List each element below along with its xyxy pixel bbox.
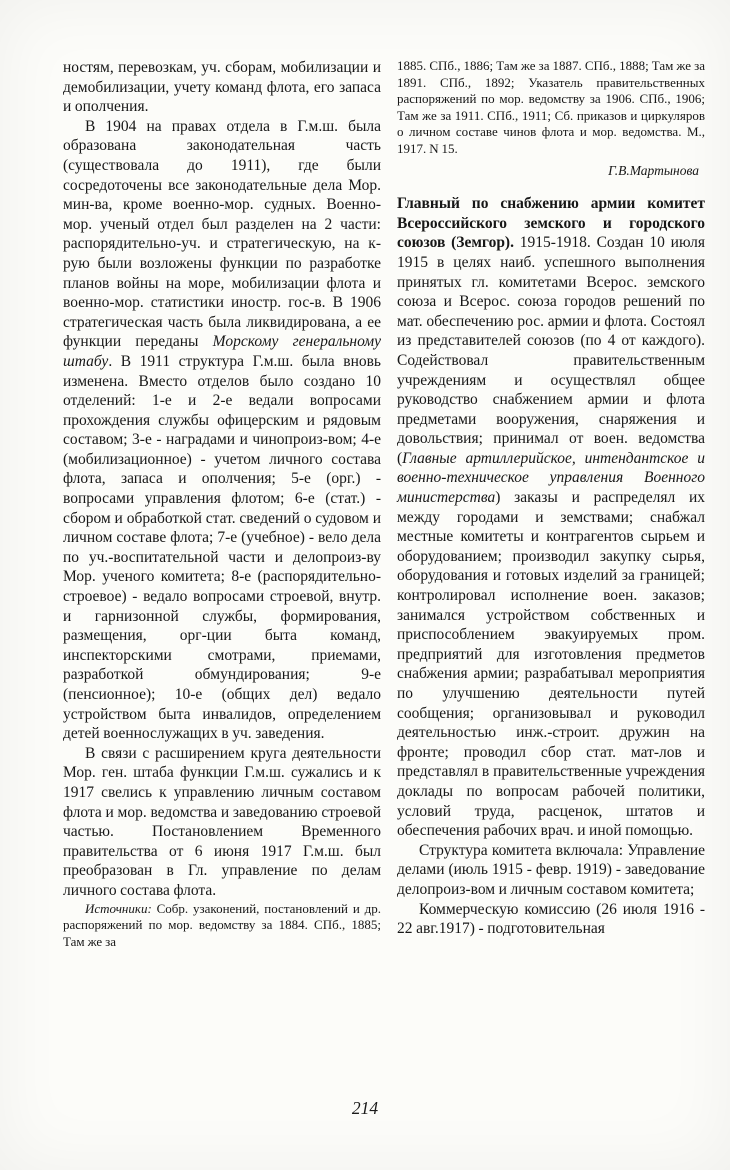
- text-column-left: [63, 58, 381, 950]
- paragraph: [63, 901, 381, 951]
- text-segment: Главный по снабжению армии комитет Всероссийского земского и городского союзов (Земгор).: [397, 195, 705, 252]
- text-segment: 1915-1918. Создан 10 июля 1915 в целях наиб. успешного выполнения принятых гл. комитетами Всерос. земского союза и Всерос. союза городов решений по мат. обеспечению рос. армии и флота. Состоял из представителей союзов (по 4 от каждого). Содействовал правительственным учреждениям и осуществлял общее руководство снабжением армии и флота предметами вооружения, снаряжения и довольствия; принимал от воен. ведомства (: [397, 234, 706, 467]
- text-segment: Структура комитета включала: Управление делами (июль 1915 - февр. 1919) - заведование делопроиз-вом и личным составом комитета;: [397, 841, 705, 898]
- text-segment: Собр. узаконений, постановлений и др. распоряжений по мор. ведомству за 1884. СПб., 1885; Там же за: [63, 900, 381, 949]
- paragraph: [63, 117, 381, 744]
- text-column-right: [397, 58, 705, 950]
- text-segment: В связи с расширением круга деятельности Мор. ген. штаба функции Г.м.ш. сужались и к 1917 свелись к управлению личным составом флота и мор. ведомства и заведованию строевой частью. Постановлением Временного правительства от 6 июня 1917 Г.м.ш. был преобразован в Гл. управление по делам личного состава флота.: [63, 744, 381, 899]
- paragraph: [397, 194, 705, 841]
- text-segment: Г.В.Мартынова: [608, 162, 699, 178]
- text-segment: 1885. СПб., 1886; Там же за 1887. СПб., 1888; Там же за 1891. СПб., 1892; Указатель правительственных распоряжений по мор. ведомству за 1906. СПб., 1906; Там же за 1911. СПб., 1911; Сб. приказов и циркуляров о личном составе чинов флота и мор. ведомства. М., 1917. N 15.: [397, 58, 705, 156]
- text-segment: ностям, перевозкам, уч. сборам, мобилизации и демобилизации, учету команд флота, его запаса и ополчения.: [63, 59, 381, 116]
- page-content: [63, 58, 705, 950]
- text-segment: ) заказы и распределял их между городами и земствами; снабжал местные комитеты и контрагентов сырьем и оборудованием; производил закупку сырья, оборудования и готовых изделий за границей; контролировал исполнение воен. заказов; занимался устройством собственных и приспособлением эвакуируемых пром. предприятий для изготовления предметов снабжения армии; разрабатывал мероприятия по улучшению деятельности путей сообщения; организовывал и руководил деятельностью инж.-строит. дружин на фронте; проводил сбор стат. мат-лов и представлял в правительственные учреждения доклады по вопросам рабочей политики, условий труда, расценок, штатов и обеспечения рабочих врач. и иной помощью.: [397, 489, 705, 840]
- text-segment: Коммерческую комиссию (26 июля 1916 - 22 авг.1917) - подготовительная: [397, 900, 705, 938]
- paragraph: [397, 58, 705, 158]
- page-number: 214: [351, 1098, 379, 1118]
- text-segment: . В 1911 структура Г.м.ш. была вновь изменена. Вместо отделов было создано 10 отделений: 1-е и 2-е ведали вопросами прохождения службы офицерским и рядовым составом; 3-е - наградами и чинопроиз-вом; 4-е (мобилизационное) - учетом личного состава флота, запаса и ополчения; 5-е (орг.) - вопросами управления флотом; 6-е (стат.) - сбором и обработкой стат. сведений о судовом и личном составе флота; 7-е (учебное) - вело дела по уч.-воспитательной части и делопроиз-ву Мор. ученого комитета; 8-е (распорядительно-строевое) - ведало вопросами строевой, внутр. и гарнизонной службы, формирования, размещения, орг-ции быта команд, инспекторскими смотрами, приемами, разработкой обмундирования; 9-е (пенсионное); 10-е (общих дел) ведало устройством быта инвалидов, определением детей военнослужащих в уч. заведения.: [63, 352, 381, 743]
- paragraph: [397, 900, 705, 939]
- paragraph: [63, 58, 381, 117]
- text-segment: Морскому генеральному штабу: [63, 333, 382, 370]
- text-segment: В 1904 на правах отдела в Г.м.ш. была образована законодательная часть (существовала до 1911), где были сосредоточены все законодательные дела Мор. мин-ва, кроме военно-мор. судных. Военно-мор. ученый отдел был разделен на 2 части: распорядительно-уч. и стратегическую, на к-рую были возложены функции по разработке планов войны на море, мобилизации флота и военно-мор. статистики иностр. гос-в. В 1906 стратегическая часть была ликвидирована, а ее функции переданы: [63, 117, 381, 351]
- text-segment: Источники:: [85, 900, 152, 916]
- paragraph: [397, 163, 705, 180]
- text-segment: Главные артиллерийское, интендантское и военно-техническое управления Военного министерства: [397, 449, 705, 507]
- paragraph: [63, 744, 381, 901]
- paragraph: [397, 841, 705, 900]
